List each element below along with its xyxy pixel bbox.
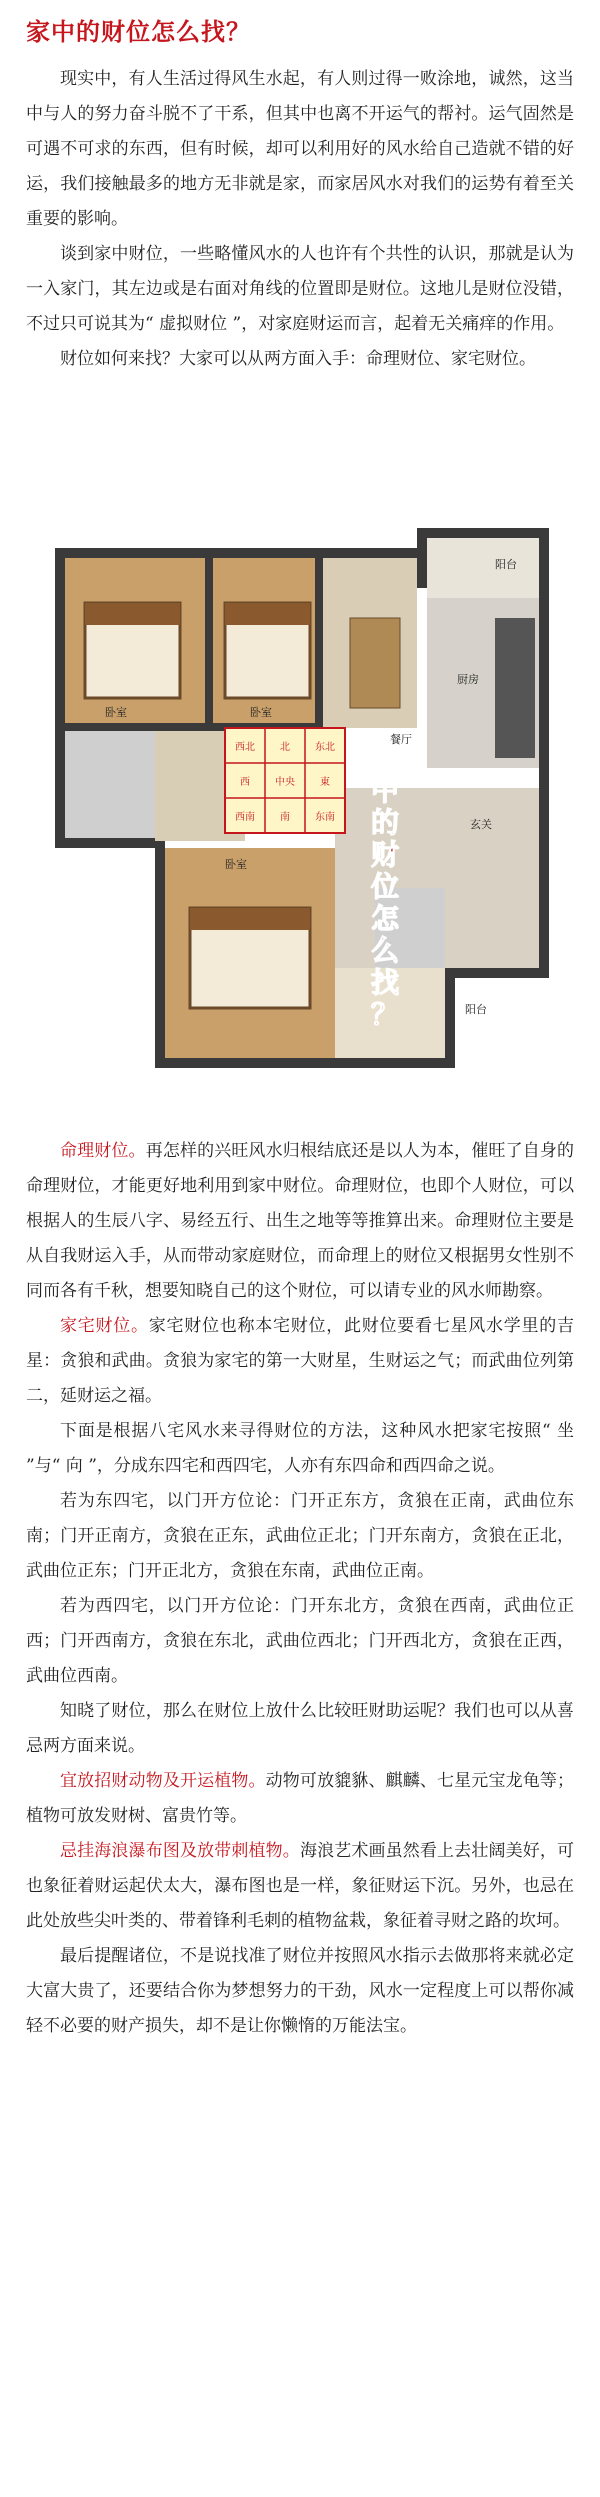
grid-cell: 东南 — [315, 812, 335, 823]
vertical-title-char: 找 — [370, 966, 400, 999]
dining-label: 餐厅 — [390, 733, 412, 746]
bagua-grid — [225, 728, 345, 833]
kitchen-label: 厨房 — [457, 673, 479, 686]
vertical-title-char: 中 — [370, 774, 400, 807]
paragraph-text: 若为东四宅，以门开方位论：门开正东方，贪狼在正南，武曲位东南；门开正南方，贪狼在正东，武曲位正北；门开东南方，贪狼在正北，武曲位正东；门开正北方，贪狼在东南，武曲位正南。 — [26, 1491, 574, 1581]
body-paragraph — [26, 1134, 574, 1309]
bedroom-label: 卧室 — [250, 706, 272, 719]
vertical-title-char: 财 — [370, 838, 400, 871]
intro-paragraph: 现实中，有人生活过得风生水起，有人则过得一败涂地，诚然，这当中与人的努力奋斗脱不了干系，但其中也离不开运气的帮衬。运气固然是可遇不可求的东西，但有时候，却可以利用好的风水给自己造就不错的好运，我们接触最多的地方无非就是家，而家居风水对我们的运势有着至关重要的影响。 — [26, 69, 574, 229]
grid-cell: 东北 — [315, 742, 335, 753]
body-paragraph — [26, 1484, 574, 1589]
body-paragraph — [26, 1414, 574, 1484]
paragraph-text: 家宅财位也称本宅财位，此财位要看七星风水学里的吉星：贪狼和武曲。贪狼为家宅的第一大财星，生财运之气；而武曲位列第二，延财运之福。 — [26, 1316, 574, 1406]
body-paragraph — [26, 1834, 574, 1939]
vertical-title — [371, 742, 400, 1031]
paragraph-lead: 忌挂海浪瀑布图及放带刺植物。 — [60, 1841, 300, 1861]
paragraph-text: 动物可放貔貅、麒麟、七星元宝龙龟等；植物可放发财树、富贵竹等。 — [26, 1771, 575, 1826]
intro-section — [26, 62, 574, 377]
vertical-title-char: 位 — [370, 870, 400, 903]
grid-cell: 南 — [280, 812, 290, 823]
vertical-title-char: ？ — [370, 998, 400, 1031]
bedroom-label: 卧室 — [225, 858, 247, 871]
grid-cell: 北 — [280, 742, 290, 753]
paragraph-lead: 命理财位。 — [60, 1141, 146, 1161]
grid-cell: 西 — [240, 777, 250, 788]
grid-cell: 東 — [320, 777, 330, 788]
body-paragraph — [26, 1694, 574, 1764]
body-paragraph — [26, 1939, 574, 2044]
vertical-title-char: 家 — [370, 742, 400, 775]
bedroom-label: 卧室 — [105, 706, 127, 719]
floorplan-image — [45, 528, 559, 1098]
paragraph-text: 知晓了财位，那么在财位上放什么比较旺财助运呢？我们也可以从喜忌两方面来说。 — [26, 1701, 574, 1756]
entrance-label: 玄关 — [470, 818, 492, 831]
grid-cell: 西北 — [235, 742, 255, 753]
vertical-title-char: 怎 — [370, 902, 400, 935]
balcony-label: 阳台 — [495, 558, 517, 571]
paragraph-text: 再怎样的兴旺风水归根结底还是以人为本，催旺了自身的命理财位，才能更好地利用到家中财位。命理财位，也即个人财位，可以根据人的生辰八字、易经五行、出生之地等等推算出来。命理财位主要是从自我财运入手，从而带动家庭财位，而命理上的财位又根据男女性别不同而各有千秋，想要知晓自己的这个财位，可以请专业的风水师勘察。 — [26, 1141, 575, 1301]
balcony-label: 阳台 — [465, 1003, 487, 1016]
paragraph-text: 最后提醒诸位，不是说找准了财位并按照风水指示去做那将来就必定大富大贵了，还要结合你为梦想努力的干劲，风水一定程度上可以帮你减轻不必要的财产损失，却不是让你懒惰的万能法宝。 — [26, 1946, 574, 2036]
grid-cell: 中央 — [275, 777, 295, 788]
body-paragraph — [26, 1309, 574, 1414]
paragraph-lead: 家宅财位。 — [60, 1316, 149, 1336]
grid-cell: 西南 — [235, 812, 255, 823]
vertical-title-char: 么 — [370, 934, 400, 967]
paragraph-text: 海浪艺术画虽然看上去壮阔美好，可也象征着财运起伏太大，瀑布图也是一样，象征财运下沉。另外，也忌在此处放些尖叶类的、带着锋利毛刺的植物盆栽，象征着寻财之路的坎坷。 — [26, 1841, 575, 1931]
body-paragraph — [26, 1589, 574, 1694]
paragraph-text: 若为西四宅，以门开方位论：门开东北方，贪狼在西南，武曲位正西；门开西南方，贪狼在东北，武曲位西北；门开西北方，贪狼在正西，武曲位西南。 — [26, 1596, 574, 1686]
paragraph-text: 下面是根据八宅风水来寻得财位的方法，这种风水把家宅按照“ 坐 ”与“ 向 ”，分成东四宅和西四宅，人亦有东四命和西四命之说。 — [26, 1421, 574, 1476]
intro-paragraph: 谈到家中财位，一些略懂风水的人也许有个共性的认识，那就是认为一入家门，其左边或是右面对角线的位置即是财位。这地儿是财位没错，不过只可说其为“ 虚拟财位 ”，对家庭财运而言，起着无关痛痒的作用。 — [26, 244, 574, 334]
intro-paragraph: 财位如何来找？大家可以从两方面入手：命理财位、家宅财位。 — [60, 349, 536, 369]
body-section — [26, 1134, 574, 2044]
body-paragraph — [26, 1764, 574, 1834]
vertical-title-char: 的 — [370, 806, 400, 839]
article-title: 家中的财位怎么找？ — [26, 17, 251, 46]
paragraph-lead: 宜放招财动物及开运植物。 — [60, 1771, 266, 1791]
